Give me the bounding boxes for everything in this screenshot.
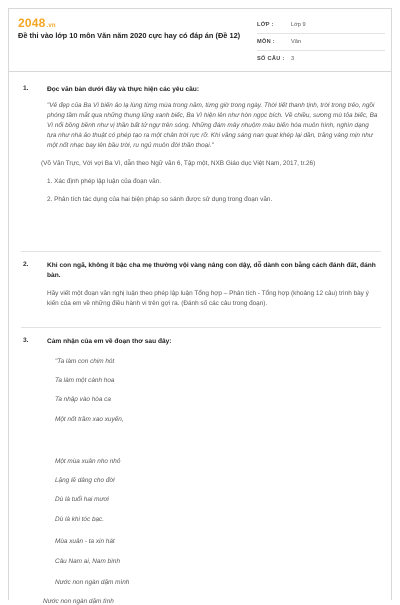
poem-line: Mùa xuân - ta xin hát: [55, 538, 115, 545]
question-number: 2.: [23, 261, 29, 268]
document-page: [8, 8, 392, 605]
poem-line: Nước non ngàn dặm tình: [43, 598, 114, 605]
sub-question-1: 1. Xác định phép lập luận của đoạn văn.: [47, 178, 162, 185]
poem-line: Ta nhập vào hòa ca: [55, 396, 111, 403]
passage-source: (Võ Văn Trực, Với vợi Ba Vì, dẫn theo Ngữ văn 6, Tập một, NXB Giáo dục Việt Nam, 2017, tr.26): [41, 160, 316, 167]
poem-line: Nước non ngàn dặm mình: [55, 579, 130, 586]
question-2: [23, 261, 379, 309]
poem-line: Một nốt trầm xao xuyến,: [55, 416, 124, 423]
question-number: 3.: [23, 337, 29, 344]
question-1: [23, 85, 379, 205]
document-header: [9, 9, 391, 72]
meta-row-subject: [257, 34, 385, 51]
page-title: Đề thi vào lớp 10 môn Văn năm 2020 cực hay có đáp án (Đề 12): [18, 31, 241, 40]
meta-label: LỚP :: [257, 22, 274, 28]
site-logo[interactable]: [18, 16, 56, 30]
meta-row-question-count: [257, 51, 385, 67]
meta-value: Lớp 9: [291, 22, 306, 28]
question-title: Khi con ngã, không ít bậc cha mẹ thường vội vàng nâng con dậy, dỗ dành con bằng cách đánh đất, đánh bàn.: [47, 262, 376, 279]
question-title: Cảm nhận của em về đoạn thơ sau đây:: [47, 338, 172, 345]
poem-line: Ta làm một cành hoa: [55, 377, 115, 384]
question-title: Đọc văn bản dưới đây và thực hiện các yêu cầu:: [47, 86, 200, 93]
poem-line: Câu Nam ai, Nam bình: [55, 558, 120, 565]
poem-line: Dù là tuổi hai mươi: [55, 496, 109, 503]
meta-value: 3: [291, 56, 295, 62]
poem-line: Một mùa xuân nho nhỏ: [55, 458, 121, 465]
poem-line: Dù là khi tóc bạc.: [55, 516, 105, 523]
question-number: 1.: [23, 85, 29, 92]
question-3: [23, 337, 379, 347]
logo-main: 2048: [18, 16, 46, 30]
meta-label: SỐ CÂU :: [257, 56, 285, 62]
meta-table: [257, 17, 385, 67]
poem-line: "Ta làm con chim hót: [55, 358, 115, 365]
logo-suffix: .vn: [46, 23, 56, 29]
meta-row-grade: [257, 17, 385, 34]
question-body: Hãy viết một đoạn văn nghị luận theo phép lập luận Tổng hợp – Phân tích - Tổng hợp (khoảng 12 câu) trình bày ý kiến của em về những điều hành vi trên gợi ra. (Đánh số các câu trong đoạn).: [47, 290, 369, 307]
meta-value: Văn: [291, 39, 301, 45]
sub-question-2: 2. Phân tích tác dụng của hai biện pháp so sánh được sử dụng trong đoạn văn.: [47, 196, 273, 203]
divider: [21, 327, 381, 328]
divider: [21, 251, 381, 252]
meta-label: MÔN :: [257, 39, 275, 45]
passage-quote: "Vẻ đẹp của Ba Vì biến ảo lạ lùng từng mùa trong năm, từng giờ trong ngày. Thời tiết thanh tịnh, trời trong trẻo, ngồi phóng tầm mắt qua những thung lũng xanh biếc, Ba Vì hiện lên như hòn ngọc bích. Về chiều, sương mù tỏa biếc, Ba Vì nổi bồng bềnh như vị thần bất tử ngự trên sóng. Những đám mây nhuộm màu biến hóa muôn hình, nghìn dạng tựa như nhà ảo thuật có phép tạo ra một chân trời rực rỡ. Khi vầng sáng nan quạt khép lại dần, trăng vàng mịn như một nốt nhạc bay lên bầu trời, ru ngủ muôn đời thần thoại.": [47, 102, 378, 149]
poem-line: Lặng lẽ dâng cho đời: [55, 477, 115, 484]
